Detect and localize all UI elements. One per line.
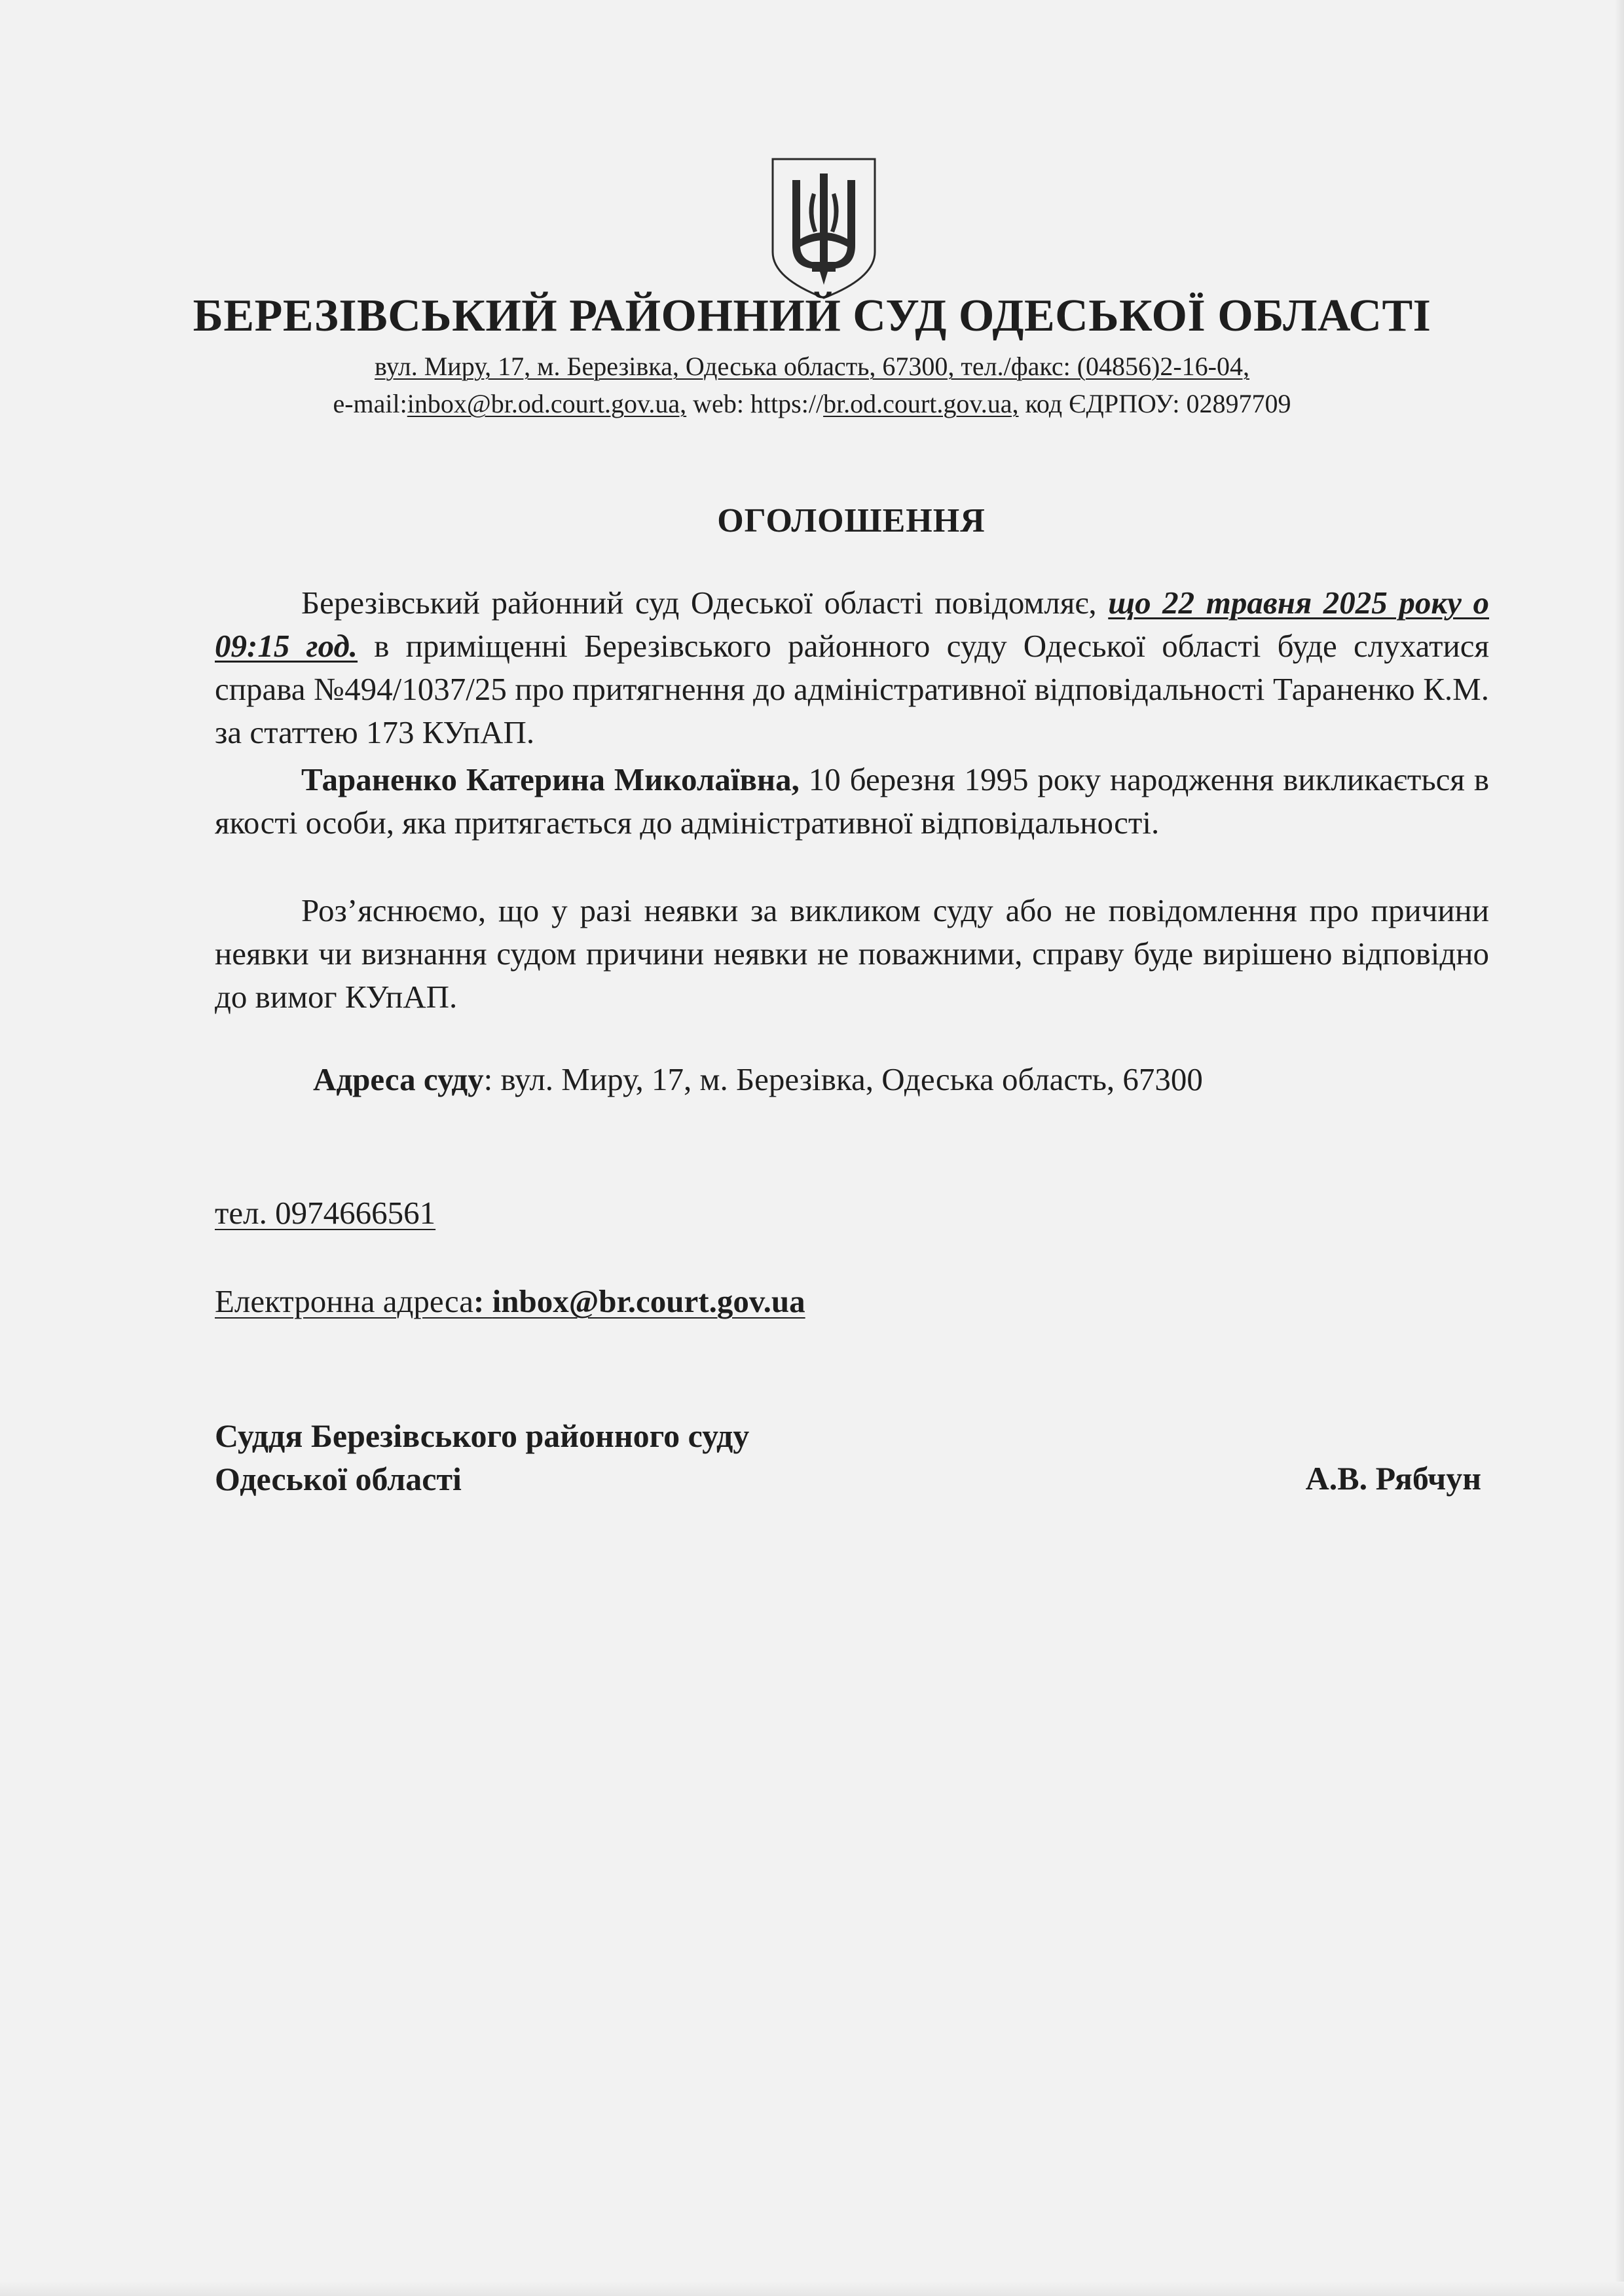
judge-title-line2: Одеської області <box>215 1461 462 1497</box>
court-contacts-line <box>0 391 1624 417</box>
court-address-label: Адреса суду <box>313 1061 484 1097</box>
email-colon: : <box>473 1283 492 1319</box>
paragraph3-text: Роз’яснюємо, що у разі неявки за викликом суду або не повідомлення про причини неявки чи визнання судом причини неявки не поважними, справу буде вирішено відповідно до вимог КУпАП. <box>215 892 1489 1015</box>
page-bottom-shadow <box>0 2282 1624 2296</box>
page-edge-shadow <box>1615 0 1624 2296</box>
document-heading: ОГОЛОШЕННЯ <box>717 502 986 539</box>
paragraph1-start: Березівський районний суд Одеської області повідомляє, <box>301 585 1109 621</box>
paragraph2-rest: 10 березня 1995 року народження викликається в якості особи, яка притягається до адміністративної відповідальності. <box>215 761 1489 841</box>
paragraph1-end: в приміщенні Березівського районного суду Одеської області буде слухатися справа №494/1037/25 про притягнення до адміністративної відповідальності Тараненко К.М. за статтею 173 КУпАП. <box>215 628 1489 750</box>
email-prefix: e-mail: <box>333 389 407 418</box>
person-name: Тараненко Катерина Миколаївна, <box>301 761 800 797</box>
paragraph-clarification <box>215 889 1489 1019</box>
court-address-value: : вул. Миру, 17, м. Березівка, Одеська область, 67300 <box>483 1061 1203 1097</box>
court-email-link[interactable]: inbox@br.od.court.gov.ua, <box>407 389 687 418</box>
court-name: БЕРЕЗІВСЬКИЙ РАЙОННИЙ СУД ОДЕСЬКОЇ ОБЛАСТІ <box>193 291 1431 341</box>
paragraph-summoned-person <box>215 758 1489 845</box>
judge-name: А.В. Рябчун <box>1305 1460 1481 1497</box>
court-address-line <box>0 354 1624 380</box>
paragraph-hearing-notice <box>215 581 1489 754</box>
judge-title <box>215 1414 749 1501</box>
email-value[interactable]: inbox@br.court.gov.ua <box>492 1283 805 1319</box>
edrpou-code: код ЄДРПОУ: 02897709 <box>1018 389 1291 418</box>
email-block <box>215 1285 805 1317</box>
phone-number: тел. 0974666561 <box>215 1195 436 1231</box>
court-address-block <box>313 1063 1203 1095</box>
court-address-text: вул. Миру, 17, м. Березівка, Одеська область, 67300, тел./факс: (04856)2-16-04, <box>375 352 1249 381</box>
web-prefix: web: https:// <box>686 389 824 418</box>
coat-of-arms-icon <box>766 154 881 301</box>
court-web-link[interactable]: br.od.court.gov.ua, <box>823 389 1019 418</box>
judge-title-line1: Суддя Березівського районного суду <box>215 1417 750 1454</box>
hearing-date-emphasis: що 22 травня 2025 року о 09:15 год. <box>215 585 1489 664</box>
email-label: Електронна адреса <box>215 1283 473 1319</box>
